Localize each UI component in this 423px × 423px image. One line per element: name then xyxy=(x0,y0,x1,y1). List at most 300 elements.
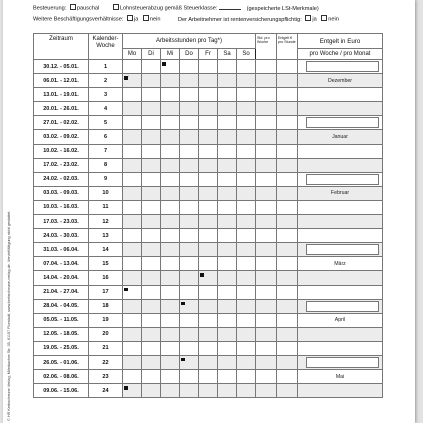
table-row xyxy=(34,200,383,214)
std-pro-woche-cell[interactable] xyxy=(256,186,277,200)
hours-cell[interactable] xyxy=(123,384,142,398)
hours-cell[interactable] xyxy=(142,186,161,200)
kalenderwoche-cell: 8 xyxy=(89,158,123,172)
hours-cell[interactable] xyxy=(161,327,180,341)
hours-cell[interactable] xyxy=(142,370,161,384)
hours-cell[interactable] xyxy=(218,215,237,229)
hours-cell[interactable] xyxy=(218,102,237,116)
hours-cell[interactable] xyxy=(218,88,237,102)
hours-cell[interactable] xyxy=(237,200,256,214)
hours-cell[interactable] xyxy=(123,370,142,384)
hours-cell[interactable] xyxy=(142,60,161,74)
hours-cell[interactable] xyxy=(180,144,199,158)
hours-cell[interactable] xyxy=(142,327,161,341)
hours-cell[interactable] xyxy=(123,74,142,88)
hours-cell[interactable] xyxy=(142,200,161,214)
zeitraum-cell: 21.04. - 27.04. xyxy=(34,285,89,299)
entgelt-cell[interactable] xyxy=(298,215,383,229)
hours-cell[interactable] xyxy=(199,285,218,299)
month-label-cell[interactable]: Mai xyxy=(298,370,383,384)
entgelt-pro-stunde-cell[interactable] xyxy=(277,88,298,102)
zeitraum-cell: 07.04. - 13.04. xyxy=(34,257,89,271)
hours-cell[interactable] xyxy=(237,285,256,299)
hours-cell[interactable] xyxy=(218,172,237,186)
kalenderwoche-cell: 13 xyxy=(89,229,123,243)
std-pro-woche-cell[interactable] xyxy=(256,88,277,102)
entgelt-pro-stunde-cell[interactable] xyxy=(277,341,298,355)
entgelt-pro-stunde-cell[interactable] xyxy=(277,313,298,327)
hours-cell[interactable] xyxy=(123,215,142,229)
header-day-di: Di xyxy=(142,49,161,60)
hours-cell[interactable] xyxy=(142,313,161,327)
month-label-cell[interactable]: April xyxy=(298,313,383,327)
hours-cell[interactable] xyxy=(161,384,180,398)
hours-cell[interactable] xyxy=(123,186,142,200)
std-pro-woche-cell[interactable] xyxy=(256,200,277,214)
hours-cell[interactable] xyxy=(161,215,180,229)
hours-cell[interactable] xyxy=(180,60,199,74)
hours-cell[interactable] xyxy=(180,341,199,355)
entgelt-pro-stunde-cell[interactable] xyxy=(277,327,298,341)
hours-cell[interactable] xyxy=(237,299,256,313)
std-pro-woche-cell[interactable] xyxy=(256,116,277,130)
form-page xyxy=(3,0,415,423)
employment-ja-checkbox[interactable] xyxy=(127,15,133,21)
std-pro-woche-cell[interactable] xyxy=(256,229,277,243)
hours-cell[interactable] xyxy=(218,60,237,74)
table-row xyxy=(34,116,383,130)
table-row xyxy=(34,285,383,299)
hours-cell[interactable] xyxy=(123,116,142,130)
pauschal-label: pauschal xyxy=(76,5,100,12)
filled-marker xyxy=(124,288,128,292)
hours-cell[interactable] xyxy=(142,271,161,285)
kalenderwoche-cell: 6 xyxy=(89,130,123,144)
hours-cell[interactable] xyxy=(237,116,256,130)
hours-cell[interactable] xyxy=(237,243,256,257)
hours-cell[interactable] xyxy=(142,74,161,88)
header-std-pro-woche: Std. pro Woche xyxy=(256,34,277,60)
hours-cell[interactable] xyxy=(142,116,161,130)
entgelt-pro-stunde-cell[interactable] xyxy=(277,299,298,313)
std-pro-woche-cell[interactable] xyxy=(256,271,277,285)
std-pro-woche-cell[interactable] xyxy=(256,285,277,299)
hours-cell[interactable] xyxy=(237,341,256,355)
hours-cell[interactable] xyxy=(199,299,218,313)
std-pro-woche-cell[interactable] xyxy=(256,313,277,327)
hours-cell[interactable] xyxy=(237,257,256,271)
hours-cell[interactable] xyxy=(199,229,218,243)
hours-cell[interactable] xyxy=(199,102,218,116)
hours-cell[interactable] xyxy=(123,257,142,271)
hours-cell[interactable] xyxy=(180,327,199,341)
header-day-so: So xyxy=(237,49,256,60)
hours-cell[interactable] xyxy=(142,215,161,229)
hours-cell[interactable] xyxy=(180,158,199,172)
hours-cell[interactable] xyxy=(218,200,237,214)
entgelt-cell[interactable] xyxy=(298,116,383,130)
entgelt-cell[interactable] xyxy=(298,355,383,369)
table-row xyxy=(34,341,383,355)
table-row xyxy=(34,271,383,285)
hours-cell[interactable] xyxy=(199,243,218,257)
hours-cell[interactable] xyxy=(161,144,180,158)
header-day-mo: Mo xyxy=(123,49,142,60)
hours-cell[interactable] xyxy=(123,144,142,158)
hours-cell[interactable] xyxy=(199,257,218,271)
hours-cell[interactable] xyxy=(199,186,218,200)
entgelt-cell[interactable] xyxy=(298,384,383,398)
std-pro-woche-cell[interactable] xyxy=(256,355,277,369)
hours-cell[interactable] xyxy=(199,384,218,398)
hours-cell[interactable] xyxy=(180,74,199,88)
entgelt-pro-stunde-cell[interactable] xyxy=(277,186,298,200)
hours-cell[interactable] xyxy=(123,313,142,327)
entgelt-cell[interactable] xyxy=(298,200,383,214)
std-pro-woche-cell[interactable] xyxy=(256,299,277,313)
kalenderwoche-cell: 10 xyxy=(89,186,123,200)
zeitraum-cell: 12.05. - 18.05. xyxy=(34,327,89,341)
entgelt-pro-stunde-cell[interactable] xyxy=(277,102,298,116)
entgelt-pro-stunde-cell[interactable] xyxy=(277,285,298,299)
std-pro-woche-cell[interactable] xyxy=(256,327,277,341)
kalenderwoche-cell: 20 xyxy=(89,327,123,341)
header-pro-woche-monat: pro Woche / pro Monat xyxy=(298,49,383,60)
hours-cell[interactable] xyxy=(123,355,142,369)
hours-cell[interactable] xyxy=(142,88,161,102)
hours-cell[interactable] xyxy=(123,243,142,257)
monthly-total-field[interactable] xyxy=(306,357,379,368)
std-pro-woche-cell[interactable] xyxy=(256,74,277,88)
entgelt-cell[interactable] xyxy=(298,285,383,299)
hours-cell[interactable] xyxy=(123,271,142,285)
hours-cell[interactable] xyxy=(218,116,237,130)
hours-cell[interactable] xyxy=(237,327,256,341)
hours-cell[interactable] xyxy=(123,341,142,355)
hours-cell[interactable] xyxy=(142,384,161,398)
entgelt-cell[interactable] xyxy=(298,172,383,186)
hours-cell[interactable] xyxy=(237,88,256,102)
hours-cell[interactable] xyxy=(123,172,142,186)
hours-cell[interactable] xyxy=(161,116,180,130)
kalenderwoche-cell: 15 xyxy=(89,257,123,271)
std-pro-woche-cell[interactable] xyxy=(256,130,277,144)
zeitraum-cell: 14.04. - 20.04. xyxy=(34,271,89,285)
hours-cell[interactable] xyxy=(161,285,180,299)
std-pro-woche-cell[interactable] xyxy=(256,102,277,116)
hours-cell[interactable] xyxy=(237,370,256,384)
std-pro-woche-cell[interactable] xyxy=(256,341,277,355)
entgelt-pro-stunde-cell[interactable] xyxy=(277,215,298,229)
hours-cell[interactable] xyxy=(123,88,142,102)
entgelt-pro-stunde-cell[interactable] xyxy=(277,158,298,172)
hours-cell[interactable] xyxy=(199,88,218,102)
hours-cell[interactable] xyxy=(218,271,237,285)
hours-cell[interactable] xyxy=(161,257,180,271)
hours-cell[interactable] xyxy=(199,327,218,341)
hours-cell[interactable] xyxy=(237,186,256,200)
hours-cell[interactable] xyxy=(123,102,142,116)
monthly-total-field[interactable] xyxy=(306,244,379,255)
hours-cell[interactable] xyxy=(180,186,199,200)
std-pro-woche-cell[interactable] xyxy=(256,370,277,384)
hours-cell[interactable] xyxy=(161,88,180,102)
hours-cell[interactable] xyxy=(180,243,199,257)
entgelt-pro-stunde-cell[interactable] xyxy=(277,130,298,144)
hours-cell[interactable] xyxy=(142,341,161,355)
hours-cell[interactable] xyxy=(180,257,199,271)
hours-cell[interactable] xyxy=(218,144,237,158)
hours-cell[interactable] xyxy=(180,313,199,327)
hours-cell[interactable] xyxy=(161,200,180,214)
hours-cell[interactable] xyxy=(142,299,161,313)
hours-cell[interactable] xyxy=(199,130,218,144)
entgelt-pro-stunde-cell[interactable] xyxy=(277,384,298,398)
hours-cell[interactable] xyxy=(199,271,218,285)
hours-cell[interactable] xyxy=(123,60,142,74)
table-row xyxy=(34,74,383,88)
zeitraum-cell: 10.02. - 16.02. xyxy=(34,144,89,158)
hours-cell[interactable] xyxy=(180,285,199,299)
monthly-total-field[interactable] xyxy=(306,301,379,312)
hours-cell[interactable] xyxy=(237,130,256,144)
zeitraum-cell: 31.03. - 06.04. xyxy=(34,243,89,257)
hours-cell[interactable] xyxy=(237,313,256,327)
lohnsteuer-checkbox[interactable] xyxy=(113,4,119,10)
hours-cell[interactable] xyxy=(199,200,218,214)
hours-cell[interactable] xyxy=(218,341,237,355)
monthly-total-field[interactable] xyxy=(306,174,379,185)
hours-cell[interactable] xyxy=(218,186,237,200)
entgelt-pro-stunde-cell[interactable] xyxy=(277,355,298,369)
renten-ja-checkbox[interactable] xyxy=(305,15,311,21)
steuerklasse-field[interactable] xyxy=(219,9,241,10)
hours-cell[interactable] xyxy=(123,158,142,172)
entgelt-cell[interactable] xyxy=(298,229,383,243)
hours-cell[interactable] xyxy=(161,243,180,257)
hours-cell[interactable] xyxy=(142,102,161,116)
filled-marker xyxy=(124,76,128,80)
hours-cell[interactable] xyxy=(237,102,256,116)
kalenderwoche-cell: 21 xyxy=(89,341,123,355)
hours-cell[interactable] xyxy=(161,355,180,369)
hours-cell[interactable] xyxy=(237,384,256,398)
header-day-do: Do xyxy=(180,49,199,60)
entgelt-pro-stunde-cell[interactable] xyxy=(277,271,298,285)
entgelt-pro-stunde-cell[interactable] xyxy=(277,144,298,158)
kalenderwoche-cell: 14 xyxy=(89,243,123,257)
hours-cell[interactable] xyxy=(142,130,161,144)
std-pro-woche-cell[interactable] xyxy=(256,384,277,398)
zeitraum-cell: 26.05. - 01.06. xyxy=(34,355,89,369)
entgelt-pro-stunde-cell[interactable] xyxy=(277,257,298,271)
hours-cell[interactable] xyxy=(199,116,218,130)
hours-cell[interactable] xyxy=(218,257,237,271)
monthly-total-field[interactable] xyxy=(306,117,379,128)
hours-cell[interactable] xyxy=(142,285,161,299)
hours-cell[interactable] xyxy=(142,144,161,158)
hours-cell[interactable] xyxy=(237,60,256,74)
hours-cell[interactable] xyxy=(237,355,256,369)
hours-cell[interactable] xyxy=(199,355,218,369)
hours-cell[interactable] xyxy=(218,299,237,313)
taxation-row xyxy=(33,4,319,13)
entgelt-pro-stunde-cell[interactable] xyxy=(277,200,298,214)
table-row xyxy=(34,102,383,116)
hours-cell[interactable] xyxy=(218,384,237,398)
hours-cell[interactable] xyxy=(218,74,237,88)
filled-marker xyxy=(181,302,185,306)
hours-cell[interactable] xyxy=(123,285,142,299)
hours-cell[interactable] xyxy=(161,271,180,285)
entgelt-cell[interactable] xyxy=(298,144,383,158)
std-pro-woche-cell[interactable] xyxy=(256,144,277,158)
hours-cell[interactable] xyxy=(161,186,180,200)
entgelt-cell[interactable] xyxy=(298,60,383,74)
hours-cell[interactable] xyxy=(218,243,237,257)
hours-cell[interactable] xyxy=(199,144,218,158)
month-label-cell[interactable]: Dezember xyxy=(298,74,383,88)
hours-cell[interactable] xyxy=(199,215,218,229)
entgelt-cell[interactable] xyxy=(298,271,383,285)
std-pro-woche-cell[interactable] xyxy=(256,158,277,172)
hours-cell[interactable] xyxy=(180,355,199,369)
hours-cell[interactable] xyxy=(161,229,180,243)
hours-cell[interactable] xyxy=(218,327,237,341)
zeitraum-cell: 03.03. - 09.03. xyxy=(34,186,89,200)
hours-cell[interactable] xyxy=(161,130,180,144)
hours-cell[interactable] xyxy=(237,144,256,158)
hours-cell[interactable] xyxy=(199,313,218,327)
hours-cell[interactable] xyxy=(161,313,180,327)
hours-cell[interactable] xyxy=(123,299,142,313)
entgelt-pro-stunde-cell[interactable] xyxy=(277,116,298,130)
hours-cell[interactable] xyxy=(237,74,256,88)
entgelt-pro-stunde-cell[interactable] xyxy=(277,60,298,74)
hours-cell[interactable] xyxy=(199,74,218,88)
entgelt-cell[interactable] xyxy=(298,102,383,116)
hours-cell[interactable] xyxy=(199,158,218,172)
zeitraum-cell: 06.01. - 12.01. xyxy=(34,74,89,88)
hours-cell[interactable] xyxy=(218,355,237,369)
header-arbeitsstunden: Arbeitsstunden pro Tag*) xyxy=(123,34,256,49)
hours-cell[interactable] xyxy=(237,215,256,229)
entgelt-pro-stunde-cell[interactable] xyxy=(277,229,298,243)
hours-cell[interactable] xyxy=(161,370,180,384)
zeitraum-cell: 20.01. - 26.01. xyxy=(34,102,89,116)
hours-cell[interactable] xyxy=(199,370,218,384)
std-pro-woche-cell[interactable] xyxy=(256,243,277,257)
hours-cell[interactable] xyxy=(142,257,161,271)
std-pro-woche-cell[interactable] xyxy=(256,215,277,229)
hours-cell[interactable] xyxy=(218,313,237,327)
entgelt-cell[interactable] xyxy=(298,158,383,172)
entgelt-cell[interactable] xyxy=(298,243,383,257)
zeitraum-cell: 03.02. - 09.02. xyxy=(34,130,89,144)
hours-cell[interactable] xyxy=(180,130,199,144)
entgelt-cell[interactable] xyxy=(298,327,383,341)
kalenderwoche-cell: 5 xyxy=(89,116,123,130)
hours-cell[interactable] xyxy=(237,172,256,186)
hours-cell[interactable] xyxy=(180,215,199,229)
month-label-cell[interactable]: Januar xyxy=(298,130,383,144)
monthly-total-field[interactable] xyxy=(306,61,379,72)
hours-cell[interactable] xyxy=(123,229,142,243)
table-row xyxy=(34,88,383,102)
renten-nein-checkbox[interactable] xyxy=(321,15,327,21)
hours-cell[interactable] xyxy=(161,172,180,186)
hours-cell[interactable] xyxy=(218,285,237,299)
hours-cell[interactable] xyxy=(180,229,199,243)
hours-cell[interactable] xyxy=(180,88,199,102)
hours-cell[interactable] xyxy=(180,271,199,285)
entgelt-pro-stunde-cell[interactable] xyxy=(277,74,298,88)
hours-cell[interactable] xyxy=(142,355,161,369)
renten-label: Der Arbeitnehmer ist rentenversicherungspflichtig: xyxy=(178,16,302,23)
hours-cell[interactable] xyxy=(237,158,256,172)
entgelt-pro-stunde-cell[interactable] xyxy=(277,370,298,384)
hours-cell[interactable] xyxy=(180,116,199,130)
hours-cell[interactable] xyxy=(180,299,199,313)
header-zeitraum: Zeitraum xyxy=(34,34,89,60)
hours-cell[interactable] xyxy=(199,60,218,74)
month-label-cell[interactable]: Februar xyxy=(298,186,383,200)
hours-cell[interactable] xyxy=(218,370,237,384)
kalenderwoche-cell: 7 xyxy=(89,144,123,158)
entgelt-pro-stunde-cell[interactable] xyxy=(277,243,298,257)
hours-cell[interactable] xyxy=(199,172,218,186)
hours-cell[interactable] xyxy=(123,130,142,144)
hours-cell[interactable] xyxy=(218,229,237,243)
std-pro-woche-cell[interactable] xyxy=(256,257,277,271)
table-row xyxy=(34,158,383,172)
hours-cell[interactable] xyxy=(123,200,142,214)
kalenderwoche-cell: 24 xyxy=(89,384,123,398)
entgelt-cell[interactable] xyxy=(298,88,383,102)
entgelt-pro-stunde-cell[interactable] xyxy=(277,172,298,186)
hours-cell[interactable] xyxy=(161,102,180,116)
hours-cell[interactable] xyxy=(180,200,199,214)
filled-marker xyxy=(181,358,185,362)
entgelt-cell[interactable] xyxy=(298,341,383,355)
hours-cell[interactable] xyxy=(199,341,218,355)
hours-cell[interactable] xyxy=(218,158,237,172)
hours-cell[interactable] xyxy=(218,130,237,144)
hours-cell[interactable] xyxy=(161,158,180,172)
std-pro-woche-cell[interactable] xyxy=(256,60,277,74)
hours-cell[interactable] xyxy=(237,229,256,243)
pauschal-checkbox[interactable] xyxy=(70,4,76,10)
hours-cell[interactable] xyxy=(180,102,199,116)
hours-cell[interactable] xyxy=(161,341,180,355)
hours-cell[interactable] xyxy=(237,271,256,285)
hours-cell[interactable] xyxy=(180,370,199,384)
hours-cell[interactable] xyxy=(161,299,180,313)
employment-nein-checkbox[interactable] xyxy=(143,15,149,21)
hours-cell[interactable] xyxy=(142,158,161,172)
hours-cell[interactable] xyxy=(180,172,199,186)
std-pro-woche-cell[interactable] xyxy=(256,172,277,186)
hours-cell[interactable] xyxy=(142,243,161,257)
hours-cell[interactable] xyxy=(161,60,180,74)
hours-cell[interactable] xyxy=(123,327,142,341)
entgelt-cell[interactable] xyxy=(298,299,383,313)
hours-cell[interactable] xyxy=(142,172,161,186)
hours-cell[interactable] xyxy=(161,74,180,88)
hours-cell[interactable] xyxy=(142,229,161,243)
month-label-cell[interactable]: März xyxy=(298,257,383,271)
hours-cell[interactable] xyxy=(180,384,199,398)
